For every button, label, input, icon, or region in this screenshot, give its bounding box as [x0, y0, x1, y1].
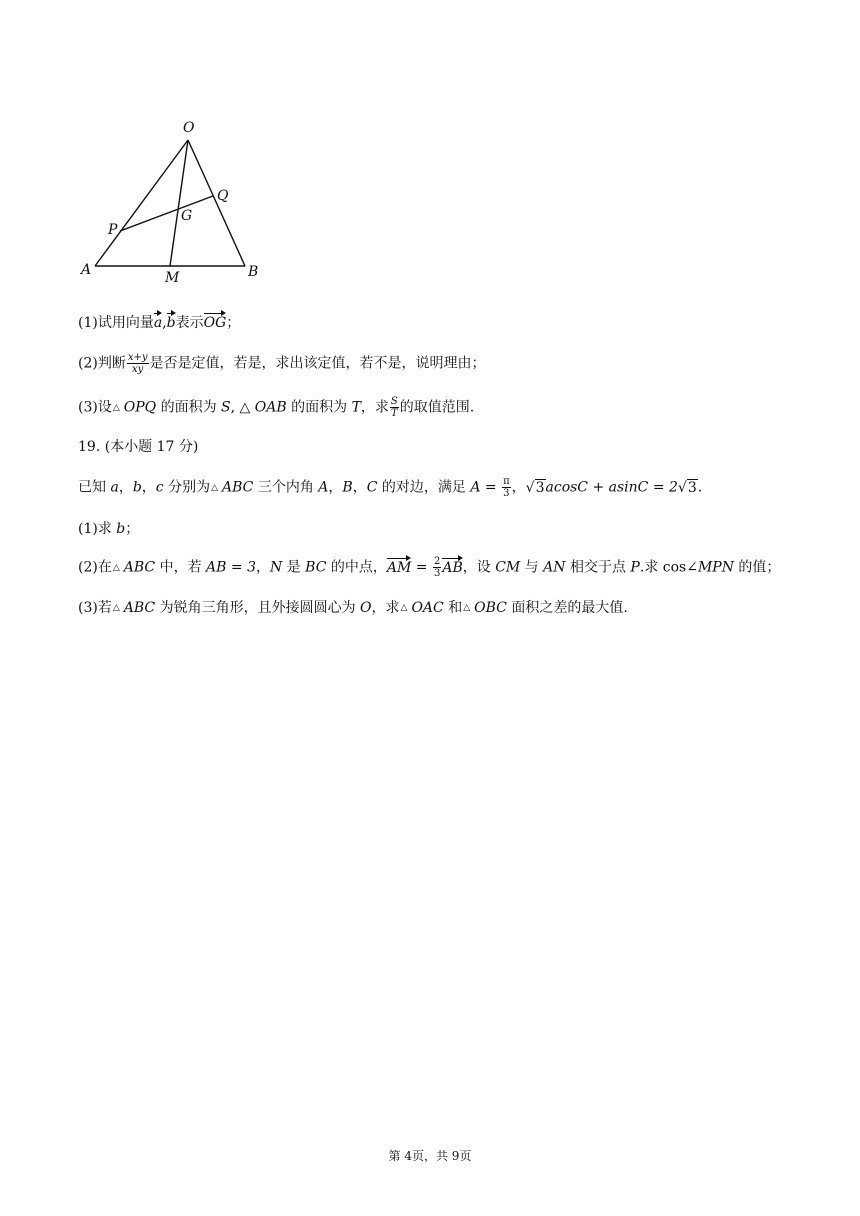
label-q: Q: [217, 188, 229, 204]
q18-part2: (2)判断 $\frac{x+y}{xy}$ 是否是定值，若是，求出该定值，若不是，说明理由；: [78, 352, 486, 375]
label-a: A: [81, 262, 92, 278]
fraction: $\frac{S}{T}$: [390, 396, 398, 419]
triangle-figure: [70, 110, 290, 290]
sqrt: √3: [525, 479, 545, 496]
label-p: P: [108, 222, 118, 238]
label-m: M: [165, 270, 180, 286]
q19-part1: (1)求 b；: [78, 521, 140, 537]
fraction: $\frac{2}{3}$: [433, 556, 441, 579]
label-o: O: [183, 120, 195, 136]
median-om: [170, 140, 188, 266]
page-footer: 第 4页，共 9页: [388, 1149, 472, 1163]
q19-part2: (2)在△ ABC 中，若 AB = 3，N 是 BC 的中点，AM = $\frac{2}{3}$ AB，设 CM 与 AN 相交于点 P.求 cos∠MPN 的值；: [78, 556, 781, 579]
q18-part3: (3)设△ OPQ 的面积为 S, △ OAB 的面积为 T，求 $\frac{S}{T}$ 的取值范围.: [78, 396, 475, 419]
q18-part1: (1)试用向量a,b表示OG；: [78, 312, 240, 334]
fraction: $\frac{\pi}{3}$: [503, 476, 510, 499]
q19-heading: 19. (本小题 17 分): [78, 439, 199, 455]
sqrt: √3: [677, 479, 697, 496]
q19-stem: 已知 a，b，c 分别为△ ABC 三个内角 A，B，C 的对边，满足 A = $\frac{\pi}{3}$ ，√3acosC + asinC = 2√3.: [78, 476, 703, 499]
q19-part3: (3)若△ ABC 为锐角三角形，且外接圆圆心为 O，求△ OAC 和△ OBC 面积之差的最大值.: [78, 600, 628, 616]
label-g: G: [181, 208, 193, 224]
label-b: B: [248, 264, 259, 280]
fraction: $\frac{x+y}{xy}$: [127, 352, 148, 375]
edge-oa: [95, 140, 188, 266]
